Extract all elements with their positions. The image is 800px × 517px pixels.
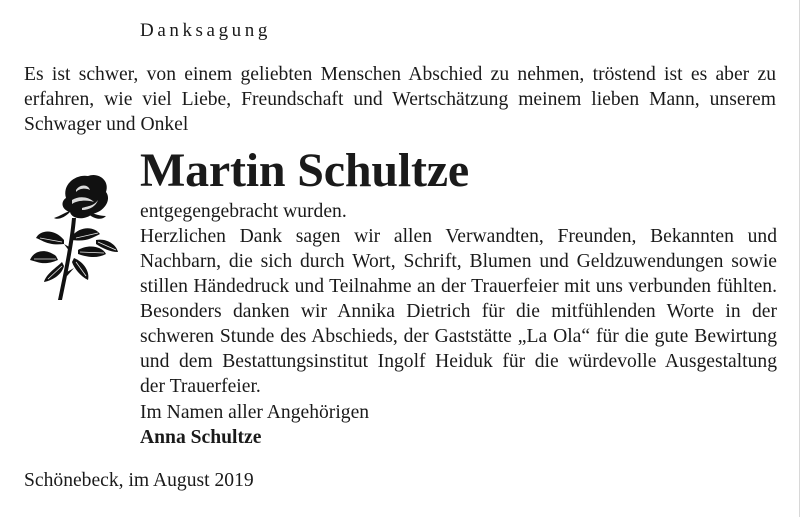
intro-line: Schwager und Onkel — [24, 114, 189, 135]
body-line: der Trauerfeier. — [140, 376, 261, 397]
body-line: schweren Stunde des Abschieds, der Gaststätte „La Ola“ für die gute Bewirtung — [140, 326, 777, 347]
body-line: stillen Händedruck und Teilnahme an der Trauerfeier mit uns verbunden fühlten. — [140, 276, 777, 297]
rose-icon — [26, 170, 136, 306]
body-line: Herzlichen Dank sagen wir allen Verwandten, Freunden, Bekannten und — [140, 226, 777, 247]
deceased-name: Martin Schultze — [140, 144, 469, 197]
thanks-paragraph — [140, 199, 777, 399]
body-line: und dem Bestattungsinstitut Ingolf Heiduk für die würdevolle Ausgestaltung — [140, 351, 777, 372]
signoff — [140, 400, 369, 450]
intro-paragraph — [24, 62, 776, 137]
signoff-lead: Im Namen aller Angehörigen — [140, 402, 370, 423]
place-date: Schönebeck, im August 2019 — [24, 470, 254, 491]
body-line: entgegengebracht wurden. — [140, 201, 347, 222]
intro-line: Es ist schwer, von einem geliebten Menschen Abschied zu nehmen, tröstend ist es aber zu — [24, 64, 776, 85]
body-line: Nachbarn, die sich durch Wort, Schrift, Blumen und Geldzuwendungen sowie — [140, 251, 777, 272]
notice-heading: Danksagung — [140, 20, 271, 41]
body-line: Besonders danken wir Annika Dietrich für die mitfühlenden Worte in der — [140, 301, 777, 322]
signoff-name: Anna Schultze — [140, 427, 262, 448]
intro-line: erfahren, wie viel Liebe, Freundschaft und Wertschätzung meinem lieben Mann, unserem — [24, 89, 776, 110]
